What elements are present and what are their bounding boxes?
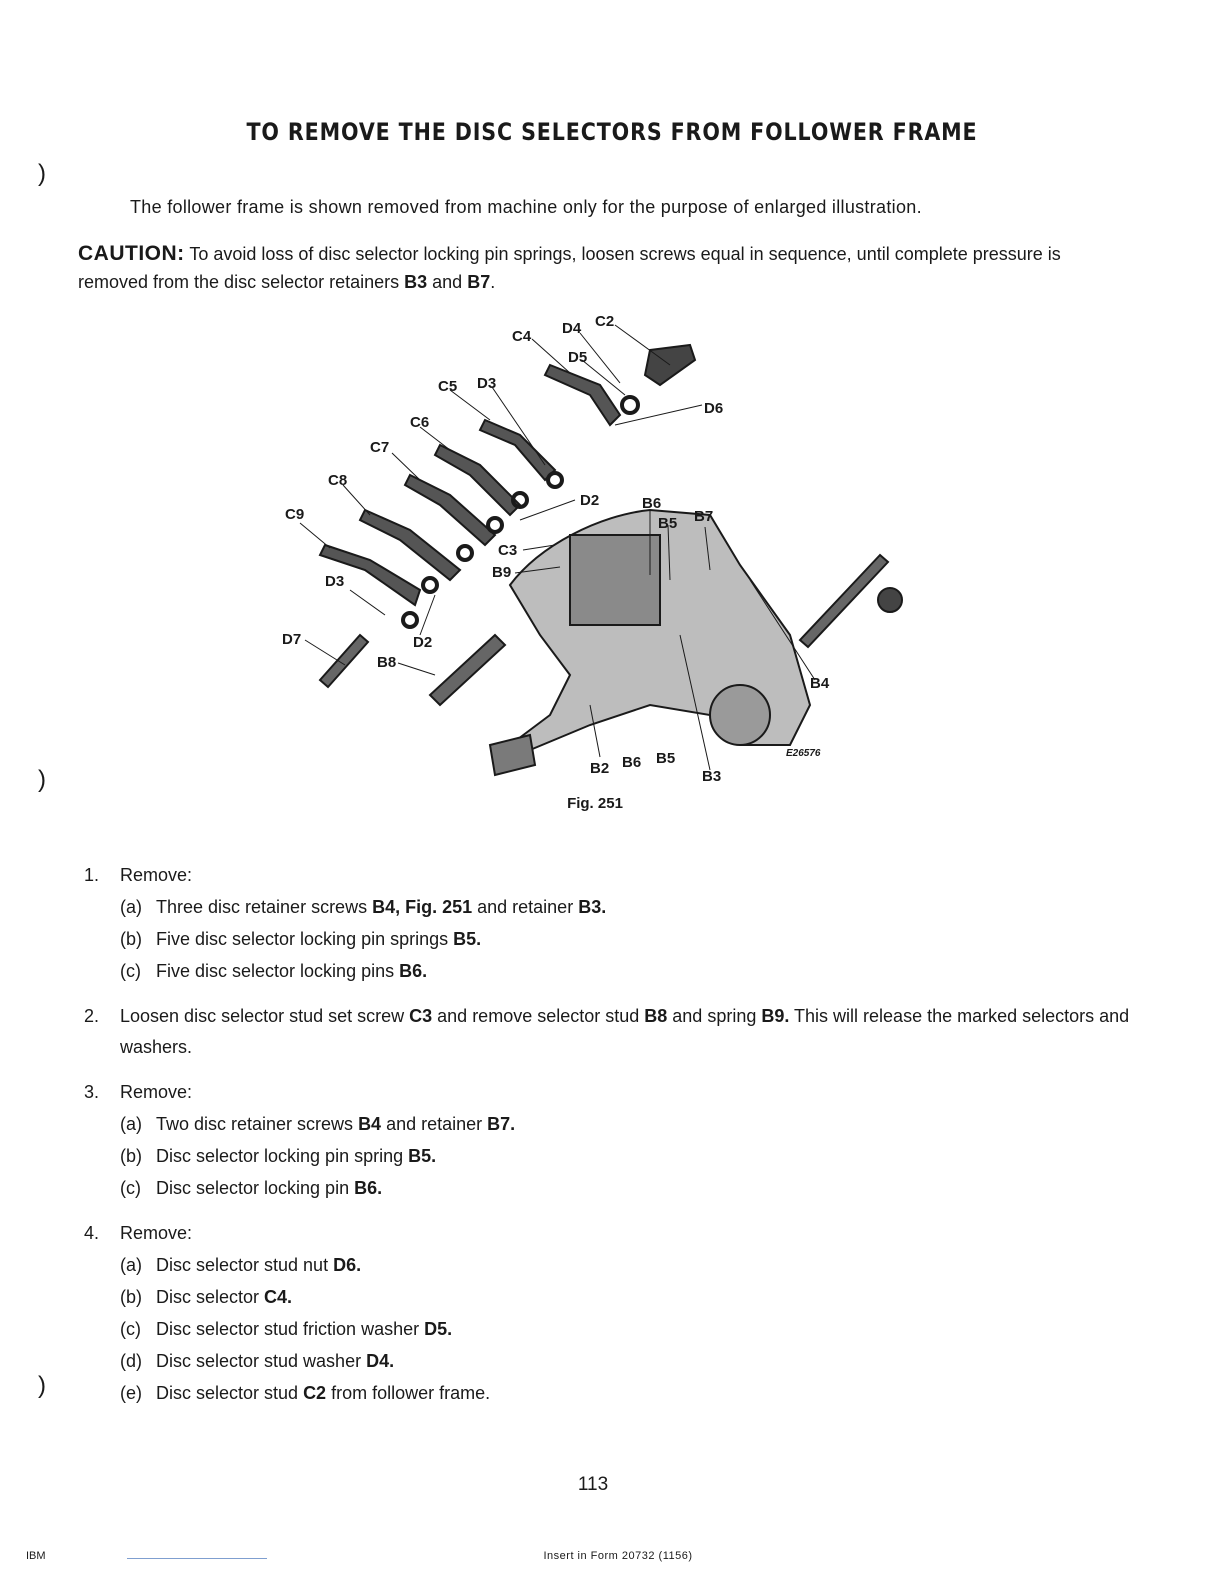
- washer-6: [423, 578, 437, 592]
- sub-item: (b) Disc selector locking pin spring B5.: [120, 1140, 1134, 1172]
- label-b2: B2: [590, 760, 610, 777]
- leader-d6: [615, 405, 702, 425]
- sub-letter: (c): [120, 1178, 141, 1198]
- label-d7: D7: [282, 631, 302, 648]
- leader-c9: [300, 523, 330, 548]
- sub-letter: (c): [120, 1319, 141, 1339]
- sub-letter: (a): [120, 1255, 142, 1275]
- figure-caption: Fig. 251: [567, 795, 623, 812]
- step-number: 1.: [84, 865, 100, 885]
- leader-c8: [343, 485, 370, 515]
- step-3: [84, 1077, 1134, 1204]
- washer-1: [622, 397, 638, 413]
- label-b9: B9: [492, 564, 512, 581]
- leader-d3b: [350, 590, 385, 615]
- caution-text: To avoid loss of disc selector locking pin springs, loosen screws equal in sequence, until complete pressure is removed from the disc selector retainers: [78, 244, 1061, 292]
- footer-note: Insert in Form 20732 (1156): [543, 1550, 693, 1562]
- label-c7: C7: [370, 439, 390, 456]
- sub-letter: (b): [120, 1287, 142, 1307]
- sub-letter: (a): [120, 897, 142, 917]
- label-b5b: B5: [656, 750, 676, 767]
- leader-c2: [615, 325, 670, 365]
- frame-block: [570, 535, 660, 625]
- nut-right: [878, 588, 902, 612]
- label-b4: B4: [810, 675, 830, 692]
- figure-code: E26576: [786, 748, 821, 759]
- caution-label: CAUTION:: [78, 242, 185, 265]
- sub-letter: (c): [120, 961, 141, 981]
- leader-d7: [305, 640, 345, 665]
- sub-letter: (b): [120, 929, 142, 949]
- step-number: 2.: [84, 1006, 100, 1026]
- step-text: Loosen disc selector stud set screw C3 and remove selector stud B8 and spring B9. This will release the marked selectors and washers.: [120, 1006, 1130, 1057]
- disc-selector-c4: [545, 365, 620, 425]
- step-text: Remove:: [120, 865, 193, 885]
- page-number: 113: [577, 1474, 609, 1495]
- sub-item: (a) Two disc retainer screws B4 and retainer B7.: [120, 1108, 1134, 1140]
- sub-item: (c) Disc selector stud friction washer D5.: [120, 1313, 1134, 1345]
- steps-list: [84, 860, 1134, 1423]
- stud-right: [800, 555, 888, 647]
- label-c8: C8: [328, 472, 348, 489]
- label-c2: C2: [595, 313, 615, 330]
- caution-and: and: [427, 272, 468, 292]
- corner-logo-icon: IBM: [26, 1550, 46, 1562]
- sub-item: (b) Five disc selector locking pin springs B5.: [120, 923, 1134, 955]
- frame-hub-right: [710, 685, 770, 745]
- sub-item: (b) Disc selector C4.: [120, 1281, 1134, 1313]
- label-c4: C4: [512, 328, 532, 345]
- caution-paragraph: [78, 240, 1128, 296]
- caution-ref-b3: B3: [404, 272, 428, 292]
- label-c9: C9: [285, 506, 305, 523]
- step-number: 4.: [84, 1223, 100, 1243]
- step-1: [84, 860, 1134, 987]
- intro-paragraph: The follower frame is shown removed from machine only for the purpose of enlarged illustration.: [130, 197, 922, 217]
- sub-item: (e) Disc selector stud C2 from follower frame.: [120, 1377, 1134, 1409]
- label-d6: D6: [704, 400, 724, 417]
- label-b5: B5: [658, 515, 678, 532]
- label-c6: C6: [410, 414, 430, 431]
- step-2: [84, 1001, 1134, 1063]
- margin-mark-top: ): [38, 160, 46, 187]
- sub-item: (c) Five disc selector locking pins B6.: [120, 955, 1134, 987]
- sub-item: (d) Disc selector stud washer D4.: [120, 1345, 1134, 1377]
- washer-2: [548, 473, 562, 487]
- washer-5: [458, 546, 472, 560]
- sub-letter: (d): [120, 1351, 142, 1371]
- sub-letter: (b): [120, 1146, 142, 1166]
- label-c3: C3: [498, 542, 518, 559]
- label-d5: D5: [568, 349, 588, 366]
- sub-item: (c) Disc selector locking pin B6.: [120, 1172, 1134, 1204]
- label-b6: B6: [642, 495, 662, 512]
- sub-item: (a) Disc selector stud nut D6.: [120, 1249, 1134, 1281]
- sub-letter: (a): [120, 1114, 142, 1134]
- step-4: [84, 1218, 1134, 1409]
- label-d3b: D3: [325, 573, 345, 590]
- leader-d2b: [420, 595, 435, 635]
- step-text: Remove:: [120, 1223, 193, 1243]
- washer-7: [403, 613, 417, 627]
- exploded-view-figure: [270, 305, 950, 795]
- pin-d7: [320, 635, 368, 687]
- margin-mark-bottom: ): [38, 1372, 46, 1399]
- label-d3: D3: [477, 375, 497, 392]
- label-c5: C5: [438, 378, 458, 395]
- caution-ref-b7: B7: [467, 272, 491, 292]
- label-d4: D4: [562, 320, 582, 337]
- step-number: 3.: [84, 1082, 100, 1102]
- label-b8: B8: [377, 654, 397, 671]
- caution-end: .: [490, 272, 496, 292]
- bottom-rule: [127, 1558, 267, 1559]
- leader-c7: [392, 453, 420, 480]
- selector-stud-b8: [430, 635, 505, 705]
- sub-letter: (e): [120, 1383, 142, 1403]
- page-title: TO REMOVE THE DISC SELECTORS FROM FOLLOWER FRAME: [246, 118, 978, 146]
- label-d2b: D2: [413, 634, 433, 651]
- disc-selector-c5: [480, 420, 555, 480]
- label-b6b: B6: [622, 754, 642, 771]
- step-text: Remove:: [120, 1082, 193, 1102]
- margin-mark-middle: ): [38, 766, 46, 793]
- washer-4: [488, 518, 502, 532]
- follower-frame-illustration: [270, 305, 950, 795]
- frame-shaft: [490, 735, 535, 775]
- label-b7: B7: [694, 508, 714, 525]
- label-d2: D2: [580, 492, 600, 509]
- leader-b8: [398, 663, 435, 675]
- sub-item: (a) Three disc retainer screws B4, Fig. 251 and retainer B3.: [120, 891, 1134, 923]
- label-b3: B3: [702, 768, 722, 785]
